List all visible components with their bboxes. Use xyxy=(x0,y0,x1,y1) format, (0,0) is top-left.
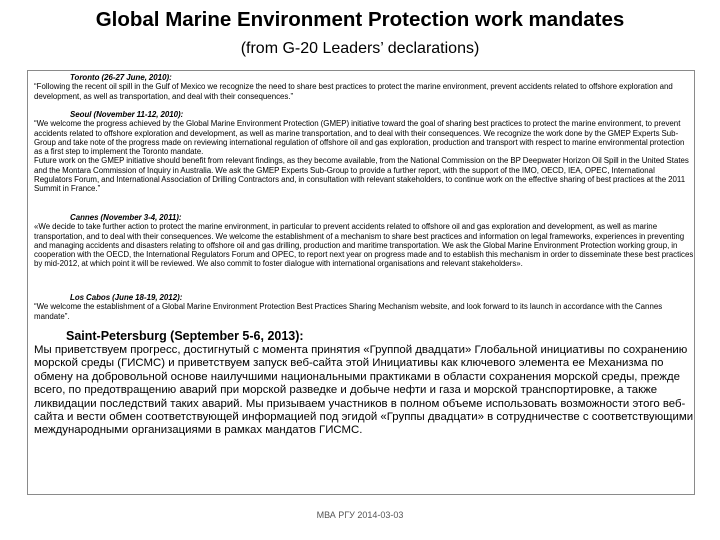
declaration-toronto xyxy=(34,73,694,101)
declaration-text: Мы приветствуем прогресс, достигнутый с момента принятия «Группой двадцати» Глобальной инициативы по сохранению морской среды (ГИСМС) и приветствуем запуск веб-сайта этой Инициативы как ключевого элемента ее Механизма по обмену на добровольной основе наилучшими национальными практиками в области сохранения морской среды, прежде всего, по предотвращению аварий при морской разведке и добыче нефти и газа и морской транспортировке, а также ликвидации последствий таких аварий. Мы призываем участников в полном объеме использовать возможности этого веб-сайта и вести обмен соответствующей информацией под эгидой «Группы двадцати» в сотрудничестве с соответствующими международными организациями в рамках мандатов ГИСМС. xyxy=(34,344,694,437)
declaration-text: “We welcome the progress achieved by the Global Marine Environment Protection (GMEP) initiative toward the goal of sharing best practices to protect the marine environment, to prevent accidents related to offshore exploration and development, as well as marine transportation, and to deal with their consequences. We recognize the work done by the GMEP Experts Sub-Group and take note of the progress made on reviewing international regulation of offshore oil and gas exploration, production and transport with respect to marine environmental protection as a first step to implement the Toronto mandate. xyxy=(34,119,685,156)
declaration-seoul xyxy=(34,110,694,193)
slide-footer: МВА РГУ 2014-03-03 xyxy=(316,510,404,520)
declaration-text: «We decide to take further action to protect the marine environment, in particular to prevent accidents related to offshore oil and gas exploration and development, as well as marine transportation, and to deal with their consequences. We welcome the establishment of a mechanism to share best practices and information on legal frameworks, experiences in preventing and managing accidents and disasters relating to offshore oil and gas drilling, production and maritime transportation. We ask the Global Marine Environment Protection working group, in cooperation with the OECD, the International Regulators Forum and OPEC, to report next year on progress made and to establish this mechanism in order to disseminate these best practices by mid-2012, at which point it will be reviewed. We also commit to foster dialogue with international organisations and relevant stakeholders». xyxy=(34,222,694,269)
declaration-cannes xyxy=(34,213,694,269)
declaration-heading: Los Cabos (June 18-19, 2012): xyxy=(70,293,183,302)
declaration-heading: Toronto (26-27 June, 2010): xyxy=(70,73,172,82)
declarations-box xyxy=(27,70,695,495)
declaration-saint-petersburg xyxy=(34,329,694,438)
declaration-los-cabos xyxy=(34,293,694,321)
declaration-text: “We welcome the establishment of a Global Marine Environment Protection Best Practices Sharing Mechanism website, and look forward to its launch in accordance with the Cannes mandate”. xyxy=(34,302,663,321)
declaration-heading: Cannes (November 3-4, 2011): xyxy=(70,213,182,222)
slide-subtitle: (from G-20 Leaders’ declarations) xyxy=(240,40,480,57)
declaration-text: “Following the recent oil spill in the Gulf of Mexico we recognize the need to share best practices to protect the marine environment, prevent accidents related to offshore exploration and development, as well as transportation, and deal with their consequences.” xyxy=(34,82,673,101)
declaration-heading: Saint-Petersburg (September 5-6, 2013): xyxy=(66,329,304,343)
slide-title: Global Marine Environment Protection work mandates xyxy=(95,8,625,31)
declaration-heading: Seoul (November 11-12, 2010): xyxy=(70,110,184,119)
declaration-text: Future work on the GMEP initiative should benefit from relevant findings, as they become available, from the National Commission on the BP Deepwater Horizon Oil Spill in the United States and the Montara Commission of Inquiry in Australia. We ask the GMEP Experts Sub-Group to provide a further report, with the support of the IMO, OECD, IEA, OPEC, International Regulators Forum, and International Association of Drilling Contractors and, in consultation with relevant stakeholders, to continue work on the effective sharing of best practices at the 2011 Summit in France.” xyxy=(34,156,689,193)
